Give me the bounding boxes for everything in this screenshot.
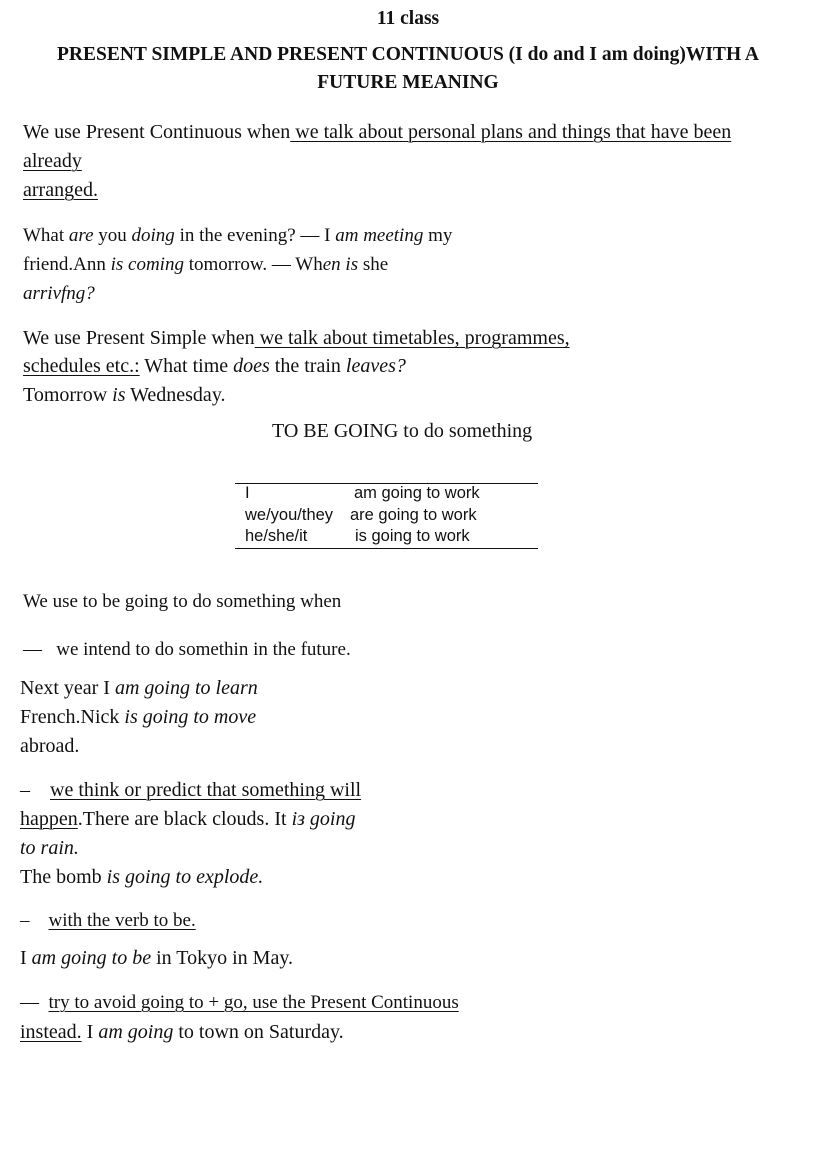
present-simple-rule-line-1 <box>23 327 570 350</box>
example-verb: am meeting <box>335 225 424 246</box>
example-text: Next year I <box>20 677 115 699</box>
example-text: friend.Ann <box>23 254 111 275</box>
example-verb: doing <box>131 225 175 246</box>
example-text: the train <box>269 355 346 377</box>
example-text: I <box>20 947 32 969</box>
example-text: The bomb <box>20 866 107 888</box>
point-3-example <box>20 947 293 970</box>
present-continuous-intro: We use Present Continuous when <box>23 121 291 143</box>
going-to-point-3 <box>20 910 196 932</box>
going-to-use-intro: We use to be going to do something when <box>23 591 342 612</box>
present-simple-rule: we talk about timetables, programmes, <box>254 327 570 349</box>
example-text: you <box>93 225 132 246</box>
example-text: in Tokyo in May. <box>151 947 294 969</box>
point-2-example-line-1 <box>20 808 355 831</box>
example-text: she <box>358 254 389 275</box>
bullet-dash: — <box>20 992 39 1013</box>
point-1-example-line-2 <box>20 706 256 729</box>
point-4-example <box>20 1021 344 1044</box>
example-text: my <box>423 225 453 246</box>
bullet-dash: – <box>20 910 30 931</box>
example-verb: is coming <box>110 254 184 275</box>
example-verb: am going to be <box>31 947 152 969</box>
going-to-point-2 <box>20 779 361 802</box>
point-text: try to avoid going to + go, use the Present Continuous <box>48 992 459 1013</box>
example-verb: is going to explode. <box>106 866 264 888</box>
example-verb: is going to move <box>124 706 257 728</box>
present-simple-rule-line-2 <box>23 355 406 378</box>
table-row-subject: we/you/they <box>245 506 334 524</box>
point-text: we think or predict that something will <box>50 779 362 801</box>
example-verb: is <box>112 384 126 406</box>
example-verb: are <box>68 225 94 246</box>
page-title-line-1: PRESENT SIMPLE AND PRESENT CONTINUOUS (I do and I am doing)WITH A <box>57 44 759 65</box>
present-simple-rule-end: schedules etc.: <box>23 355 140 377</box>
example-verb: en is <box>322 254 359 275</box>
example-text: French.Nick <box>20 706 125 728</box>
point-text: with the verb to be. <box>48 910 196 931</box>
example-text: What <box>23 225 69 246</box>
present-continuous-example-line-1 <box>23 225 452 247</box>
example-text: Wednesday. <box>125 384 226 406</box>
present-simple-example-line-2 <box>23 384 226 407</box>
present-continuous-rule-line-3: arranged. <box>23 179 98 201</box>
table-row-subject: I <box>245 484 250 502</box>
example-text: .There are black clouds. It <box>77 808 292 830</box>
example-text: I <box>81 1021 99 1043</box>
bullet-dash: — <box>23 639 42 660</box>
point-text-end: happen <box>20 808 78 830</box>
example-text: tomorrow. — Wh <box>183 254 323 275</box>
table-row-form: is going to work <box>355 527 470 545</box>
present-simple-intro: We use Present Simple when <box>23 327 255 349</box>
point-text-end: instead. <box>20 1021 82 1043</box>
example-text: in the evening? — I <box>174 225 336 246</box>
present-continuous-rule-line-2: already <box>23 150 82 172</box>
point-1-example-line-3: abroad. <box>20 735 80 757</box>
class-label: 11 class <box>376 8 440 29</box>
going-to-point-4 <box>20 992 459 1014</box>
table-bottom-rule <box>235 548 538 549</box>
example-verb: iз going <box>291 808 356 830</box>
example-verb: leaves? <box>345 355 406 377</box>
table-row-subject: he/she/it <box>245 527 308 545</box>
example-verb: am going to learn <box>114 677 258 699</box>
point-1-example-line-1 <box>20 677 258 700</box>
example-verb: does <box>233 355 270 377</box>
bullet-dash: – <box>20 779 30 801</box>
point-2-example-line-3 <box>20 866 263 889</box>
example-text: to town on Saturday. <box>173 1021 344 1043</box>
present-continuous-example-line-3: arrivfng? <box>23 283 95 304</box>
going-to-heading: TO BE GOING to do something <box>272 420 533 442</box>
present-continuous-example-line-2 <box>23 254 388 276</box>
example-verb: am going <box>98 1021 174 1043</box>
table-row-form: are going to work <box>350 506 477 524</box>
page-title-line-2: FUTURE MEANING <box>317 72 499 93</box>
example-text: What time <box>139 355 234 377</box>
point-2-example-line-2: to rain. <box>20 837 79 859</box>
table-row-form: am going to work <box>354 484 480 502</box>
example-text: Tomorrow <box>23 384 113 406</box>
present-continuous-rule: we talk about personal plans and things that have been <box>290 121 732 143</box>
point-text: we intend to do somethin in the future. <box>56 639 351 660</box>
going-to-point-1 <box>23 639 351 661</box>
present-continuous-rule-line-1 <box>23 121 731 144</box>
